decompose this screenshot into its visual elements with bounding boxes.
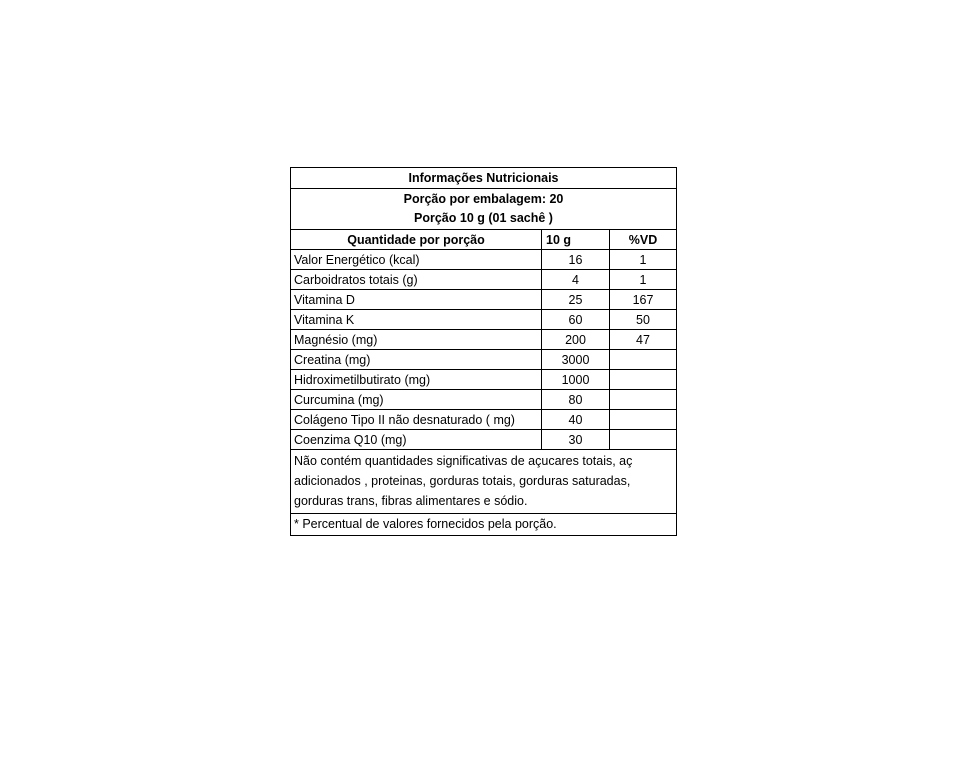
nutrition-table <box>291 230 676 450</box>
serving-info <box>291 189 676 230</box>
column-header-amount: 10 g <box>542 230 610 250</box>
nutrient-name: Coenzima Q10 (mg) <box>291 430 542 450</box>
table-row <box>291 270 676 290</box>
nutrient-amount: 60 <box>542 310 610 330</box>
table-header-row <box>291 230 676 250</box>
nutrient-amount: 200 <box>542 330 610 350</box>
table-row <box>291 370 676 390</box>
nutrient-dv: 1 <box>610 250 677 270</box>
label-title: Informações Nutricionais <box>291 168 676 189</box>
nutrient-amount: 1000 <box>542 370 610 390</box>
nutrient-dv <box>610 370 677 390</box>
dv-footnote: * Percentual de valores fornecidos pela porção. <box>294 517 557 531</box>
nutrient-dv <box>610 430 677 450</box>
nutrient-dv: 1 <box>610 270 677 290</box>
nutrition-facts-label <box>290 167 677 536</box>
nutrient-amount: 3000 <box>542 350 610 370</box>
table-row <box>291 350 676 370</box>
servings-per-package: Porção por embalagem: 20 <box>403 192 564 206</box>
disclaimer-line: adicionados , proteinas, gorduras totais, gorduras saturadas, <box>294 474 631 488</box>
nutrient-name: Vitamina D <box>291 290 542 310</box>
nutrient-name: Carboidratos totais (g) <box>291 270 542 290</box>
disclaimer-note <box>291 450 676 514</box>
nutrient-amount: 30 <box>542 430 610 450</box>
nutrient-dv: 50 <box>610 310 677 330</box>
column-header-name: Quantidade por porção <box>291 230 542 250</box>
table-row <box>291 430 676 450</box>
nutrient-name: Hidroximetilbutirato (mg) <box>291 370 542 390</box>
table-row <box>291 310 676 330</box>
nutrient-dv: 167 <box>610 290 677 310</box>
nutrient-amount: 40 <box>542 410 610 430</box>
nutrient-dv <box>610 390 677 410</box>
nutrient-amount: 25 <box>542 290 610 310</box>
table-row <box>291 250 676 270</box>
nutrient-name: Valor Energético (kcal) <box>291 250 542 270</box>
nutrient-dv: 47 <box>610 330 677 350</box>
nutrient-amount: 80 <box>542 390 610 410</box>
table-row <box>291 390 676 410</box>
nutrient-name: Colágeno Tipo II não desnaturado ( mg) <box>291 410 542 430</box>
nutrient-amount: 4 <box>542 270 610 290</box>
disclaimer-line: gorduras trans, fibras alimentares e sódio. <box>294 494 528 508</box>
table-row <box>291 410 676 430</box>
table-row <box>291 290 676 310</box>
nutrient-name: Vitamina K <box>291 310 542 330</box>
nutrient-name: Creatina (mg) <box>291 350 542 370</box>
nutrient-dv <box>610 350 677 370</box>
nutrient-dv <box>610 410 677 430</box>
nutrient-name: Curcumina (mg) <box>291 390 542 410</box>
column-header-dv: %VD <box>610 230 677 250</box>
disclaimer-line: Não contém quantidades significativas de açucares totais, aç <box>294 454 633 468</box>
table-row <box>291 330 676 350</box>
serving-size: Porção 10 g (01 sachê ) <box>414 211 553 225</box>
nutrient-name: Magnésio (mg) <box>291 330 542 350</box>
nutrient-amount: 16 <box>542 250 610 270</box>
